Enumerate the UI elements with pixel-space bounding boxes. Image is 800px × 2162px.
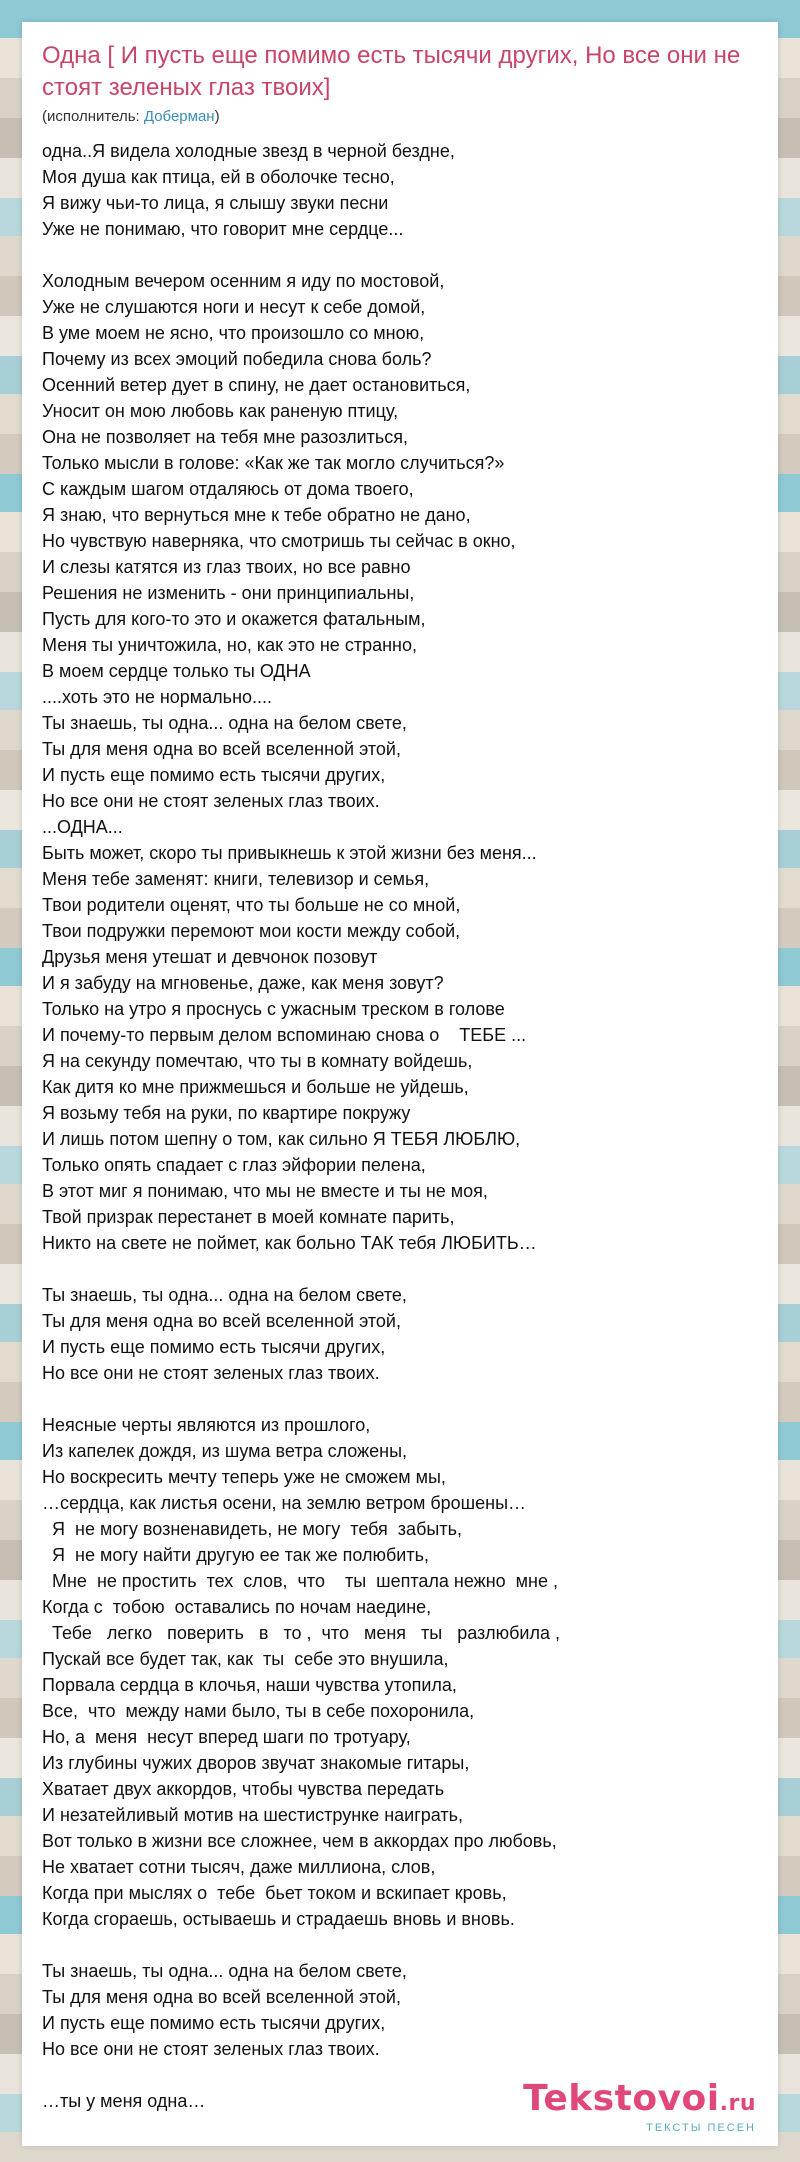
lyric-line: И пусть еще помимо есть тысячи других, <box>42 2013 386 2033</box>
lyric-line: Все, что между нами было, ты в себе похоронила, <box>42 1701 475 1721</box>
lyric-line: Друзья меня утешат и девчонок позовут <box>42 947 378 967</box>
lyric-line: И почему-то первым делом вспоминаю снова о ТЕБЕ ... <box>42 1025 527 1045</box>
lyric-line: Меня ты уничтожила, но, как это не странно, <box>42 635 417 655</box>
lyric-line: Но все они не стоят зеленых глаз твоих. <box>42 2039 380 2059</box>
lyric-line: Я вижу чьи-то лица, я слышу звуки песни <box>42 193 389 213</box>
lyric-line: Уже не понимаю, что говорит мне сердце... <box>42 219 404 239</box>
lyric-line: Из глубины чужих дворов звучат знакомые гитары, <box>42 1753 470 1773</box>
lyric-line: Почему из всех эмоций победила снова боль? <box>42 349 432 369</box>
lyric-line: Не хватает сотни тысяч, даже миллиона, слов, <box>42 1857 436 1877</box>
lyric-line: Когда при мыслях о тебе бьет током и вскипает кровь, <box>42 1883 507 1903</box>
lyric-line: Когда сгораешь, остываешь и страдаешь вновь и вновь. <box>42 1909 515 1929</box>
artist-line <box>42 106 762 128</box>
lyric-line: Твой призрак перестанет в моей комнате парить, <box>42 1207 455 1227</box>
logo-main-text: Tekstovoi <box>523 2078 720 2119</box>
lyric-line: В моем сердце только ты ОДНА <box>42 661 311 681</box>
lyric-line: Я на секунду помечтаю, что ты в комнату войдешь, <box>42 1051 473 1071</box>
lyric-line: Я не могу найти другую ее так же полюбить, <box>42 1545 429 1565</box>
lyric-line: Неясные черты являются из прошлого, <box>42 1415 371 1435</box>
lyric-line: Я не могу возненавидеть, не могу тебя забыть, <box>42 1519 462 1539</box>
lyric-line: Пусть для кого-то это и окажется фатальным, <box>42 609 426 629</box>
lyric-line: Из капелек дождя, из шума ветра сложены, <box>42 1441 408 1461</box>
lyric-line: Холодным вечером осенним я иду по мостовой, <box>42 271 445 291</box>
lyric-line: Осенний ветер дует в спину, не дает остановиться, <box>42 375 471 395</box>
lyric-line: И я забуду на мгновенье, даже, как меня зовут? <box>42 973 444 993</box>
logo-tagline: ТЕКСТЫ ПЕСЕН <box>646 2122 756 2134</box>
lyric-line: Но все они не стоят зеленых глаз твоих. <box>42 1363 380 1383</box>
stanza-break <box>42 1256 762 1282</box>
lyric-line: Вот только в жизни все сложнее, чем в аккордах про любовь, <box>42 1831 557 1851</box>
lyric-line: Уносит он мою любовь как раненую птицу, <box>42 401 399 421</box>
lyric-line: Она не позволяет на тебя мне разозлиться, <box>42 427 409 447</box>
lyric-line: В этот миг я понимаю, что мы не вместе и ты не моя, <box>42 1181 488 1201</box>
lyric-line: Как дитя ко мне прижмешься и больше не уйдешь, <box>42 1077 469 1097</box>
lyric-line: Но все они не стоят зеленых глаз твоих. <box>42 791 380 811</box>
lyric-line: ....хоть это не нормально.... <box>42 687 273 707</box>
artist-prefix: (исполнитель: <box>42 108 144 125</box>
artist-link[interactable]: Доберман <box>143 108 215 125</box>
lyric-line: Твои родители оценят, что ты больше не со мной, <box>42 895 461 915</box>
card-content <box>42 40 762 2114</box>
lyric-line: …ты у меня одна… <box>42 2091 206 2111</box>
lyric-line: Ты для меня одна во всей вселенной этой, <box>42 1311 401 1331</box>
lyric-line: В уме моем не ясно, что произошло со мною, <box>42 323 425 343</box>
lyric-line: Никто на свете не поймет, как больно ТАК тебя ЛЮБИТЬ… <box>42 1233 537 1253</box>
lyric-line: Ты знаешь, ты одна... одна на белом свете, <box>42 1285 407 1305</box>
artist-suffix: ) <box>214 108 220 125</box>
site-logo[interactable] <box>523 2079 756 2134</box>
lyric-line: Мне не простить тех слов, что ты шептала нежно мне , <box>42 1571 558 1591</box>
lyric-line: И пусть еще помимо есть тысячи других, <box>42 765 386 785</box>
stanza-break <box>42 242 762 268</box>
logo-wordmark <box>523 2079 756 2124</box>
stanza-break <box>42 1386 762 1412</box>
lyric-line: Только на утро я проснусь с ужасным треском в голове <box>42 999 505 1019</box>
lyrics-card <box>22 22 778 2146</box>
lyric-line: Решения не изменить - они принципиальны, <box>42 583 415 603</box>
song-title: Одна [ И пусть еще помимо есть тысячи других, Но все они не стоят зеленых глаз твоих] <box>42 42 741 101</box>
lyric-line: Только опять спадает с глаз эйфории пелена, <box>42 1155 426 1175</box>
lyric-line: Быть может, скоро ты привыкнешь к этой жизни без меня... <box>42 843 537 863</box>
lyric-line: И слезы катятся из глаз твоих, но все равно <box>42 557 411 577</box>
lyric-line: И лишь потом шепну о том, как сильно Я ТЕБЯ ЛЮБЛЮ, <box>42 1129 521 1149</box>
lyric-line: Ты для меня одна во всей вселенной этой, <box>42 1987 401 2007</box>
lyric-line: И пусть еще помимо есть тысячи других, <box>42 1337 386 1357</box>
lyric-line: Твои подружки перемоют мои кости между собой, <box>42 921 461 941</box>
stanza-break <box>42 1932 762 1958</box>
lyric-line: одна..Я видела холодные звезд в черной бездне, <box>42 141 455 161</box>
lyric-line: Только мысли в голове: «Как же так могло случиться?» <box>42 453 505 473</box>
lyric-line: Но воскресить мечту теперь уже не сможем мы, <box>42 1467 446 1487</box>
lyric-line: Но, а меня несут вперед шаги по тротуару, <box>42 1727 411 1747</box>
lyric-line: Пускай все будет так, как ты себе это внушила, <box>42 1649 449 1669</box>
lyric-line: Когда с тобою оставались по ночам наедине, <box>42 1597 432 1617</box>
lyric-line: Но чувствую наверняка, что смотришь ты сейчас в окно, <box>42 531 516 551</box>
lyric-line: С каждым шагом отдаляюсь от дома твоего, <box>42 479 414 499</box>
lyrics-text <box>42 138 762 2114</box>
lyric-line: Я знаю, что вернуться мне к тебе обратно не дано, <box>42 505 471 525</box>
lyric-line: Тебе легко поверить в то , что меня ты разлюбила , <box>42 1623 560 1643</box>
lyric-line: Уже не слушаются ноги и несут к себе домой, <box>42 297 426 317</box>
lyric-line: Ты знаешь, ты одна... одна на белом свете, <box>42 713 407 733</box>
lyric-line: Ты знаешь, ты одна... одна на белом свете, <box>42 1961 407 1981</box>
lyric-line: Ты для меня одна во всей вселенной этой, <box>42 739 401 759</box>
lyric-line: Меня тебе заменят: книги, телевизор и семья, <box>42 869 430 889</box>
lyric-line: Хватает двух аккордов, чтобы чувства передать <box>42 1779 445 1799</box>
logo-domain: .ru <box>719 2091 756 2116</box>
lyric-line: Я возьму тебя на руки, по квартире покружу <box>42 1103 411 1123</box>
lyric-line: …сердца, как листья осени, на землю ветром брошены… <box>42 1493 527 1513</box>
lyric-line: Порвала сердца в клочья, наши чувства утопила, <box>42 1675 457 1695</box>
lyric-line: И незатейливый мотив на шестиструнке наиграть, <box>42 1805 464 1825</box>
lyric-line: ...ОДНА... <box>42 817 123 837</box>
lyric-line: Моя душа как птица, ей в оболочке тесно, <box>42 167 395 187</box>
